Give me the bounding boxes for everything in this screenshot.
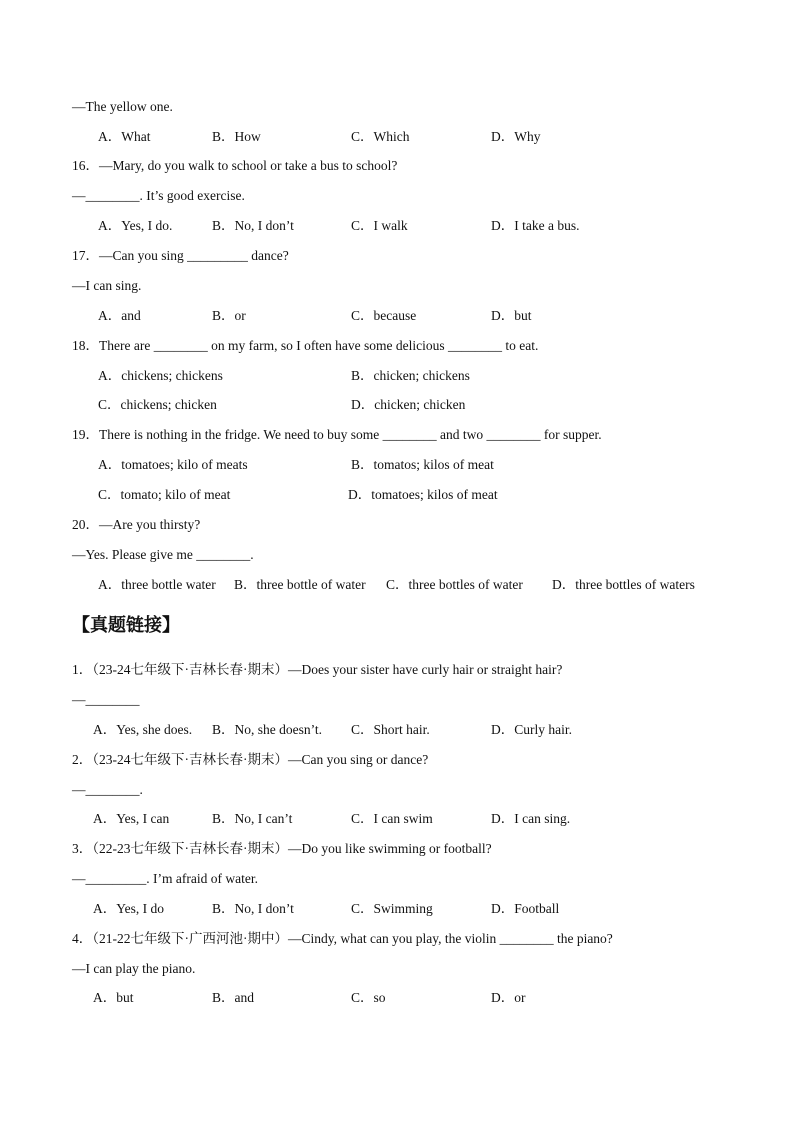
q18-option-b: B．chicken; chickens bbox=[351, 368, 470, 383]
q17-option-b: B．or bbox=[212, 308, 246, 323]
q19-option-c: C．tomato; kilo of meat bbox=[98, 487, 231, 502]
real-q4-question: 4．（21-22七年级下·广西河池·期中）—Cindy, what can you play, the violin ________ the piano? bbox=[72, 931, 613, 946]
real-q4-option-d: D．or bbox=[491, 990, 526, 1005]
real-q3-question: 3．（22-23七年级下·吉林长春·期末）—Do you like swimming or football? bbox=[72, 841, 492, 856]
q15-option-c: C．Which bbox=[351, 129, 410, 144]
real-q3-option-d: D．Football bbox=[491, 901, 560, 916]
q15-option-d: D．Why bbox=[491, 129, 541, 144]
real-q4-answer-line: —I can play the piano. bbox=[72, 961, 196, 976]
q20-option-a: A．three bottle water bbox=[98, 577, 216, 592]
q16-option-d: D．I take a bus. bbox=[491, 218, 580, 233]
real-q3-option-a: A．Yes, I do bbox=[93, 901, 165, 916]
real-q3-answer-line: —_________. I’m afraid of water. bbox=[72, 871, 258, 886]
real-q4-option-b: B．and bbox=[212, 990, 254, 1005]
real-q1-option-d: D．Curly hair. bbox=[491, 722, 572, 737]
q16-option-a: A．Yes, I do. bbox=[98, 218, 173, 233]
q16-answer-line: —________. It’s good exercise. bbox=[72, 188, 245, 203]
q17-question: 17．—Can you sing _________ dance? bbox=[72, 248, 289, 263]
real-q1-question: 1．（23-24七年级下·吉林长春·期末）—Does your sister have curly hair or straight hair? bbox=[72, 662, 563, 677]
real-q4-option-a: A．but bbox=[93, 990, 134, 1005]
q20-answer-line: —Yes. Please give me ________. bbox=[72, 547, 254, 562]
q20-option-d: D．three bottles of waters bbox=[552, 577, 695, 592]
q15-option-a: A．What bbox=[98, 129, 151, 144]
real-q2-option-c: C．I can swim bbox=[351, 811, 433, 826]
q19-option-b: B．tomatos; kilos of meat bbox=[351, 457, 494, 472]
real-q3-option-c: C．Swimming bbox=[351, 901, 433, 916]
q17-option-c: C．because bbox=[351, 308, 417, 323]
q15-option-b: B．How bbox=[212, 129, 261, 144]
q18-question: 18．There are ________ on my farm, so I often have some delicious ________ to eat. bbox=[72, 338, 539, 353]
real-q2-option-b: B．No, I can’t bbox=[212, 811, 293, 826]
real-q1-answer-line: —________ bbox=[72, 692, 140, 707]
real-q1-option-b: B．No, she doesn’t. bbox=[212, 722, 322, 737]
q18-option-c: C．chickens; chicken bbox=[98, 397, 217, 412]
q19-option-d: D．tomatoes; kilos of meat bbox=[348, 487, 498, 502]
section-heading: 【真题链接】 bbox=[72, 615, 180, 636]
real-q2-option-a: A．Yes, I can bbox=[93, 811, 170, 826]
q18-option-d: D．chicken; chicken bbox=[351, 397, 466, 412]
q19-option-a: A．tomatoes; kilo of meats bbox=[98, 457, 248, 472]
q20-option-c: C．three bottles of water bbox=[386, 577, 523, 592]
real-q2-question: 2．（23-24七年级下·吉林长春·期末）—Can you sing or dance? bbox=[72, 752, 429, 767]
q16-option-b: B．No, I don’t bbox=[212, 218, 294, 233]
real-q1-option-a: A．Yes, she does. bbox=[93, 722, 193, 737]
q17-option-d: D．but bbox=[491, 308, 532, 323]
real-q2-option-d: D．I can sing. bbox=[491, 811, 571, 826]
real-q3-option-b: B．No, I don’t bbox=[212, 901, 294, 916]
q19-question: 19．There is nothing in the fridge. We need to buy some ________ and two ________ for supper. bbox=[72, 427, 602, 442]
q17-option-a: A．and bbox=[98, 308, 141, 323]
q16-question: 16．—Mary, do you walk to school or take a bus to school? bbox=[72, 158, 398, 173]
q20-option-b: B．three bottle of water bbox=[234, 577, 366, 592]
q16-option-c: C．I walk bbox=[351, 218, 408, 233]
q20-question: 20．—Are you thirsty? bbox=[72, 517, 201, 532]
real-q1-option-c: C．Short hair. bbox=[351, 722, 430, 737]
q18-option-a: A．chickens; chickens bbox=[98, 368, 223, 383]
real-q2-answer-line: —________. bbox=[72, 782, 143, 797]
q15-answer-line: —The yellow one. bbox=[72, 99, 173, 114]
q17-answer-line: —I can sing. bbox=[72, 278, 142, 293]
real-q4-option-c: C．so bbox=[351, 990, 386, 1005]
